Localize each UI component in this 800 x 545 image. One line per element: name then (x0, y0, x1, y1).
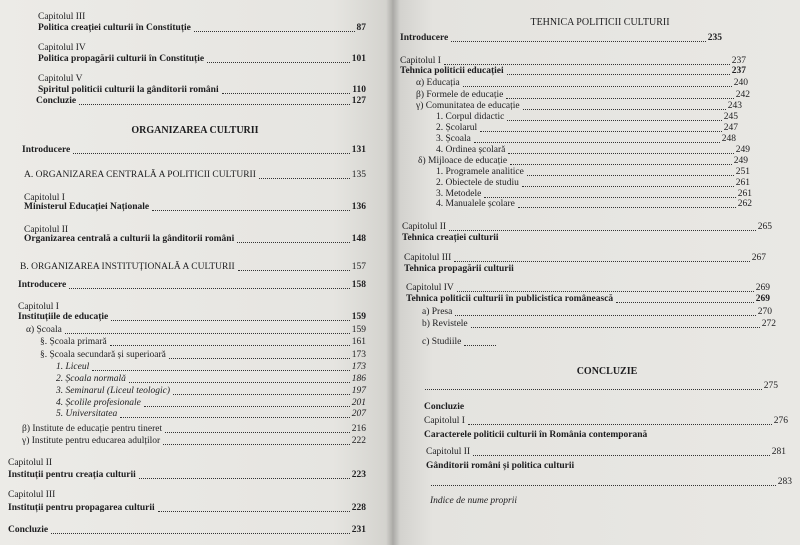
toc-title: Indice de nume proprii (430, 496, 517, 506)
cap4-label: Capitolul IV (38, 43, 86, 53)
toc-entry: 4. Ordinea școlară 249 (436, 145, 750, 155)
toc-entry: Politica propagării culturii în Constituție 101 (38, 54, 366, 64)
toc-entry: Spiritul politicii culturii la gânditorii români 110 (38, 85, 366, 95)
toc-entry: A. ORGANIZAREA CENTRALĂ A POLITICII CULTURII 135 (24, 170, 366, 180)
toc-entry: Tehnica politicii culturii în publicistica românească 269 (406, 294, 770, 304)
toc-entry: Politica creației culturii în Constituție 87 (38, 23, 366, 33)
toc-entry: 3. Școala 248 (436, 134, 736, 144)
toc-entry: a) Presa 270 (422, 307, 772, 317)
toc-entry: Capitolul I 237 (400, 56, 746, 66)
toc-entry: Tehnica politicii educației 237 (400, 66, 746, 76)
toc-entry: β) Formele de educație 242 (416, 90, 750, 100)
section-heading: CONCLUZIE (576, 366, 638, 377)
toc-entry: γ) Comunitatea de educație 243 (416, 101, 742, 111)
toc-title: Gânditorii români și politica culturii (426, 461, 575, 471)
toc-entry: 5. Universitatea 207 (56, 409, 366, 419)
cap-label: Capitolul I (18, 302, 59, 312)
toc-entry: c) Studiile (422, 337, 498, 348)
toc-entry: 3. Seminarul (Liceul teologic) 197 (56, 386, 366, 396)
toc-entry: Organizarea centrală a culturii la gânditorii români 148 (24, 234, 366, 244)
toc-title: Concluzie (424, 402, 465, 412)
toc-entry: Concluzie 127 (36, 96, 366, 106)
toc-entry: Capitolul II 281 (426, 447, 786, 457)
toc-title: Tehnica propagării culturii (404, 264, 514, 274)
toc-entry: γ) Institute pentru educarea adulților 222 (22, 436, 366, 446)
toc-entry: Concluzie 231 (8, 525, 366, 535)
toc-entry: 283 (428, 477, 792, 488)
toc-entry: δ) Mijloace de educație 249 (418, 156, 748, 166)
toc-entry: Introducere 235 (400, 33, 722, 43)
toc-entry: 4. Manualele școlare 262 (436, 199, 752, 209)
toc-entry: α) Educația 240 (416, 78, 748, 88)
cap-label: Capitolul III (8, 490, 56, 500)
toc-entry: Capitolul I 276 (424, 416, 788, 426)
toc-entry: Capitolul II 265 (402, 222, 772, 232)
toc-entry: §. Școala secundară și superioară 173 (40, 350, 366, 360)
book-gutter (386, 0, 400, 545)
toc-entry: b) Revistele 272 (422, 319, 776, 329)
section-heading: TEHNICA POLITICII CULTURII (530, 17, 670, 28)
toc-title: Caracterele politicii culturii în România contemporană (424, 430, 648, 440)
toc-entry: 3. Metodele 261 (436, 189, 752, 199)
cap5-label: Capitolul V (38, 74, 83, 84)
toc-entry: 1. Liceul 173 (56, 362, 366, 372)
section-heading: ORGANIZAREA CULTURII (131, 125, 259, 136)
toc-entry: Introducere 158 (18, 280, 366, 290)
toc-entry: β) Institute de educație pentru tineret 216 (22, 424, 366, 434)
toc-entry: 275 (422, 381, 778, 392)
cap3-label: Capitolul III (38, 12, 86, 22)
toc-entry: 2. Școlarul 247 (436, 123, 738, 133)
toc-title: Tehnica creației culturii (402, 233, 499, 243)
cap-label: Capitolul I (24, 193, 65, 203)
toc-entry: 1. Programele analitice 251 (436, 167, 750, 177)
toc-entry: α) Școala 159 (26, 325, 366, 335)
toc-entry: 4. Școlile profesionale 201 (56, 398, 366, 408)
toc-entry: Instituții pentru propagarea culturii 228 (8, 503, 366, 513)
toc-entry: 2. Școala normală 186 (56, 374, 366, 384)
toc-entry: Capitolul IV 269 (406, 283, 770, 293)
toc-entry: Introducere 131 (22, 145, 366, 155)
toc-entry: Capitolul III 267 (404, 253, 766, 263)
toc-entry: B. ORGANIZAREA INSTITUȚIONALĂ A CULTURII 157 (20, 262, 366, 272)
cap-label: Capitolul II (24, 225, 69, 235)
left-page (0, 0, 392, 545)
cap-label: Capitolul II (8, 458, 53, 468)
toc-entry: Instituții pentru creația culturii 223 (8, 470, 366, 480)
toc-entry: Ministerul Educației Naționale 136 (24, 202, 366, 212)
toc-entry: §. Școala primară 161 (40, 337, 366, 347)
toc-entry: 2. Obiectele de studiu 261 (436, 178, 750, 188)
right-page (392, 0, 800, 545)
toc-entry: Instituțiile de educație 159 (18, 312, 366, 322)
toc-entry: 1. Corpul didactic 245 (436, 112, 738, 122)
